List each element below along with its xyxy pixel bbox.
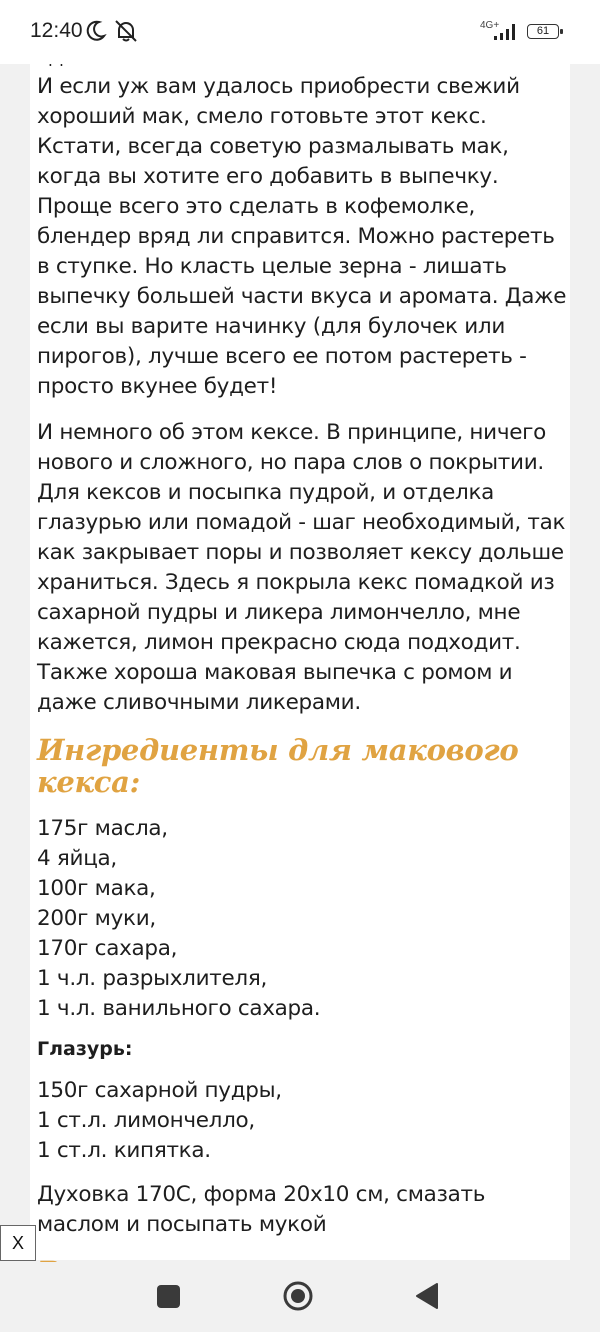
status-bar: [0, 0, 600, 64]
article-paragraph-1: И если уж вам удалось приобрести свежий хороший мак, смело готовьте этот кекс. Кстати, всегда советую размалывать мак, когда вы хотите его добавить в выпечку. Проще всего это сделать в кофемолке, блендер вряд ли справится. Можно растереть в ступке. Но класть целые зерна - лишать выпечку большей части вкуса и аромата. Даже если вы варите начинку (для булочек или пирогов), лучше всего ее потом растереть - просто вкунее будет!: [37, 74, 567, 399]
bell-off-icon: [113, 18, 139, 44]
ingredients-heading: Ингредиенты для макового кекса:: [37, 733, 519, 799]
back-icon[interactable]: [415, 1282, 439, 1310]
list-item: 200г муки,: [37, 906, 156, 931]
list-item: 1 ст.л. кипятка.: [37, 1138, 211, 1163]
article-content: [37, 42, 567, 1304]
oven-note: Духовка 170С, форма 20х10 см, смазать маслом и посыпать мукой: [37, 1182, 486, 1237]
recents-icon[interactable]: [157, 1285, 180, 1308]
list-item: 1 ст.л. лимончелло,: [37, 1108, 255, 1133]
battery-icon: [527, 24, 559, 39]
list-item: 1 ч.л. разрыхлителя,: [37, 966, 268, 991]
article-paragraph-2: И немного об этом кексе. В принципе, ничего нового и сложного, но пара слов о покрытии. Для кексов и посыпка пудрой, и отделка глазурью или помадой - шаг необходимый, так как закрывает поры и позволяет кексу дольше храниться. Здесь я покрыла кекс помадкой из сахарной пудры и ликера лимончелло, мне кажется, лимон прекрасно сюда подходит. Также хороша маковая выпечка с ромом и даже сливочными ликерами.: [37, 420, 566, 715]
status-time: 12:40: [30, 19, 83, 42]
battery-level: 61: [536, 25, 550, 37]
moon-icon: [86, 20, 106, 42]
network-label: 4G+: [480, 20, 500, 31]
signal-icon: [492, 23, 518, 41]
navigation-bar: [0, 1262, 600, 1332]
list-item: 4 яйца,: [37, 846, 117, 871]
list-item: 175г масла,: [37, 816, 168, 841]
list-item: 1 ч.л. ванильного сахара.: [37, 996, 321, 1021]
ingredients-list: [37, 814, 567, 1024]
list-item: 100г мака,: [37, 876, 156, 901]
article-page[interactable]: [30, 64, 570, 1260]
ad-close-button[interactable]: X: [0, 1225, 36, 1261]
glaze-heading: Глазурь:: [37, 1038, 133, 1060]
list-item: 170г сахара,: [37, 936, 178, 961]
glaze-list: [37, 1076, 567, 1166]
home-icon[interactable]: [282, 1280, 314, 1312]
list-item: 150г сахарной пудры,: [37, 1078, 282, 1103]
